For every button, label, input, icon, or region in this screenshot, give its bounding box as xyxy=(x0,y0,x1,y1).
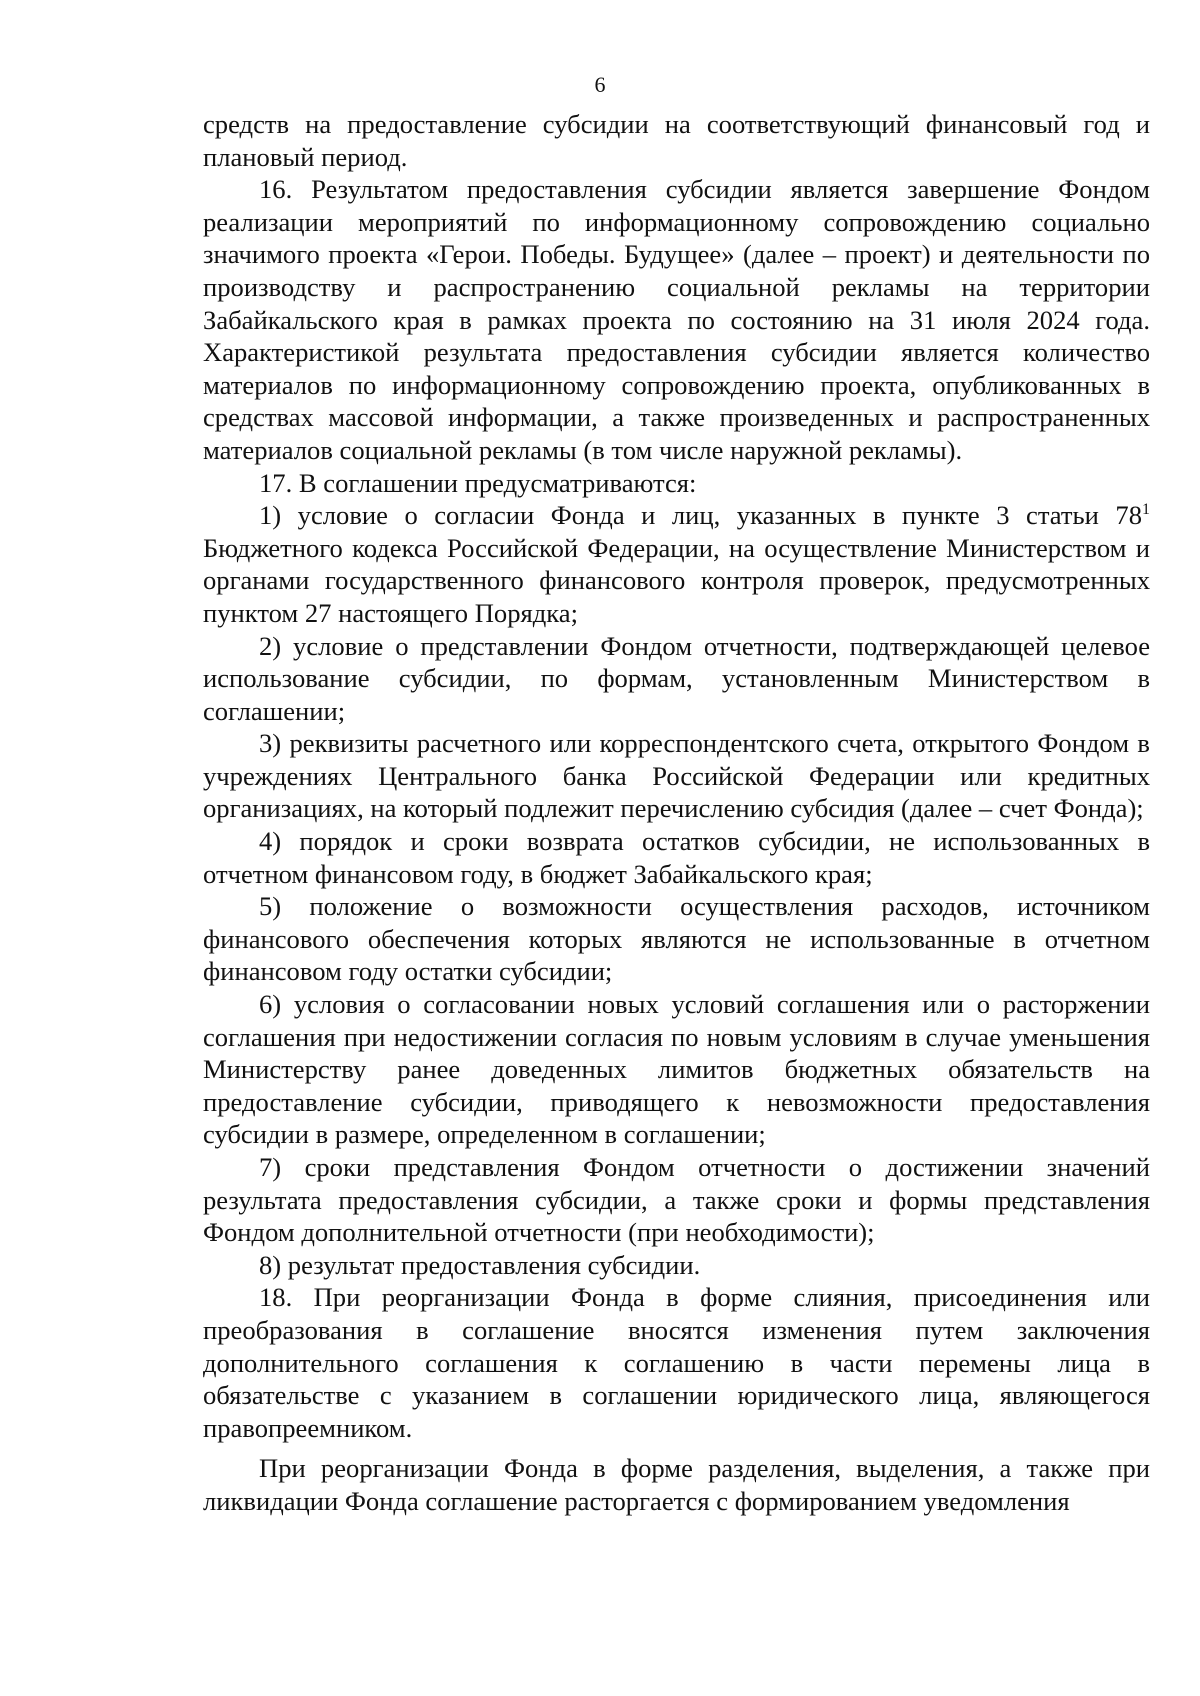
paragraph-reorganization: При реорганизации Фонда в форме разделения, выделения, а также при ликвидации Фонда соглашение расторгается с формированием уведомления xyxy=(203,1453,1150,1516)
page-number: 6 xyxy=(594,72,606,97)
list-item-5: 5) положение о возможности осуществления расходов, источником финансового обеспечения которых являются не использованные в отчетном финансовом году остатки субсидии; xyxy=(203,891,1150,987)
list-item-1-text-before: 1) условие о согласии Фонда и лиц, указанных в пункте 3 статьи 78 xyxy=(259,500,1142,531)
list-item-8: 8) результат предоставления субсидии. xyxy=(259,1249,701,1280)
list-item-7: 7) сроки представления Фондом отчетности о достижении значений результата предоставления субсидии, а также сроки и формы представления Фондом дополнительной отчетности (при необходимости); xyxy=(203,1152,1150,1248)
paragraph-18: 18. При реорганизации Фонда в форме слияния, присоединения или преобразования в соглашение вносятся изменения путем заключения дополнительного соглашения к соглашению в части перемены лица в обязательстве с указанием в соглашении юридического лица, являющегося правопреемником. xyxy=(203,1282,1150,1443)
list-item-4: 4) порядок и сроки возврата остатков субсидии, не использованных в отчетном финансовом году, в бюджет Забайкальского края; xyxy=(203,826,1150,889)
paragraph-continuation: средств на предоставление субсидии на соответствующий финансовый год и плановый период. xyxy=(203,109,1150,172)
list-item-2: 2) условие о представлении Фондом отчетности, подтверждающей целевое использование субсидии, по формам, установленным Министерством в соглашении; xyxy=(203,630,1150,726)
list-item-1-text-after: Бюджетного кодекса Российской Федерации, на осуществление Министерством и органами государственного финансового контроля проверок, предусмотренных пунктом 27 настоящего Порядка; xyxy=(203,532,1150,628)
paragraph-17: 17. В соглашении предусматриваются: xyxy=(259,467,697,498)
superscript: 1 xyxy=(1142,501,1150,519)
list-item-6: 6) условия о согласовании новых условий соглашения или о расторжении соглашения при недостижении согласия по новым условиям в случае уменьшения Министерству ранее доведенных лимитов бюджетных обязательств на предоставление субсидии, приводящего к невозможности предоставления субсидии в размере, определенном в соглашении; xyxy=(203,989,1150,1150)
list-item-3: 3) реквизиты расчетного или корреспондентского счета, открытого Фондом в учреждениях Центрального банка Российской Федерации или кредитных организациях, на который подлежит перечислению субсидия (далее – счет Фонда); xyxy=(203,728,1150,824)
paragraph-16: 16. Результатом предоставления субсидии является завершение Фондом реализации мероприятий по информационному сопровождению социально значимого проекта «Герои. Победы. Будущее» (далее – проект) и деятельности по производству и распространению социальной рекламы на территории Забайкальского края в рамках проекта по состоянию на 31 июля 2024 года. Характеристикой результата предоставления субсидии является количество материалов по информационному сопровождению проекта, опубликованных в средствах массовой информации, а также произведенных и распространенных материалов социальной рекламы (в том числе наружной рекламы). xyxy=(203,174,1150,465)
document-body xyxy=(203,108,1150,1518)
list-item-1 xyxy=(203,499,1150,629)
